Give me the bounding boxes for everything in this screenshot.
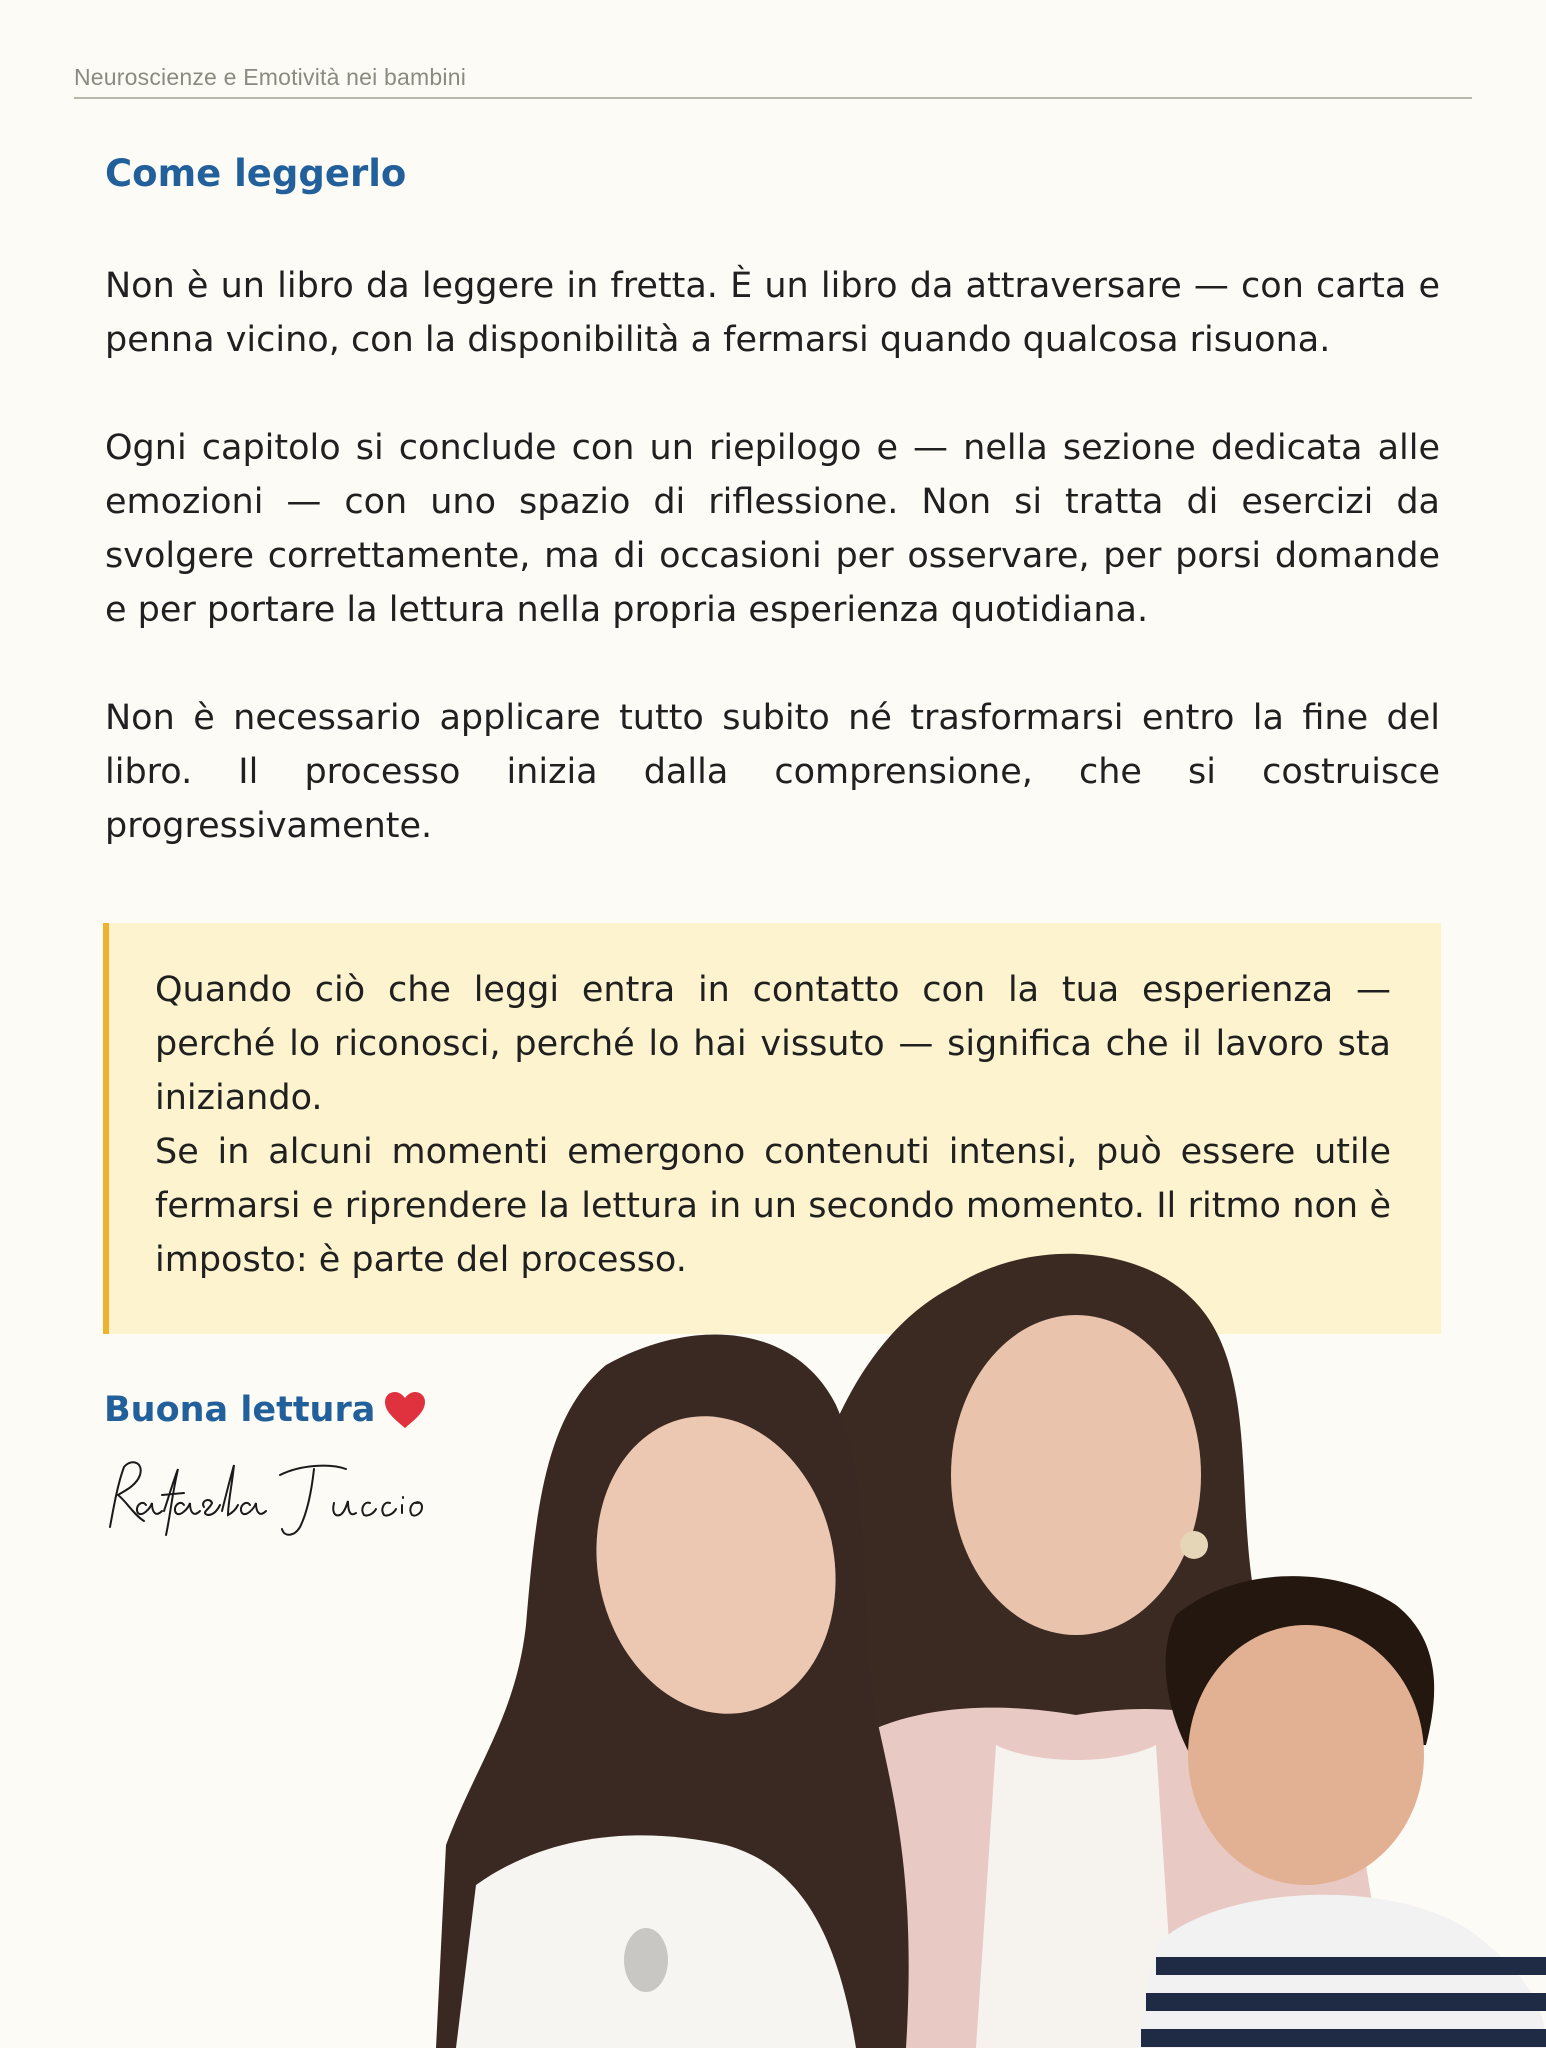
- author-signature: [100, 1455, 430, 1545]
- body-paragraph-1: Non è un libro da leggere in fretta. È un libro da attraversare — con carta e penna vicino, con la disponibilità a fermarsi quando qualcosa risuona.: [105, 266, 1440, 360]
- closing-greeting: [104, 1390, 427, 1430]
- greeting-text: Buona lettura: [104, 1390, 376, 1430]
- heart-icon: [383, 1390, 427, 1430]
- callout-paragraph-2: Se in alcuni momenti emergono contenuti intensi, può essere utile fermarsi e riprendere la lettura in un secondo momento. Il ritmo non è imposto: è parte del processo.: [155, 1132, 1391, 1280]
- body-paragraph-3: Non è necessario applicare tutto subito né trasformarsi entro la fine del libro. Il processo inizia dalla comprensione, che si costruisce progressivamente.: [105, 698, 1440, 846]
- callout-paragraph-1: Quando ciò che leggi entra in contatto con la tua esperienza — perché lo riconosci, perché lo hai vissuto — significa che il lavoro sta iniziando.: [155, 970, 1391, 1118]
- body-paragraph-2: Ogni capitolo si conclude con un riepilogo e — nella sezione dedicata alle emozioni — con uno spazio di riflessione. Non si tratta di esercizi da svolgere correttamente, ma di occasioni per osservare, per porsi domande e per portare la lettura nella propria esperienza quotidiana.: [105, 428, 1440, 630]
- section-title: Come leggerlo: [105, 152, 407, 195]
- family-photo: [436, 1245, 1546, 2048]
- running-header: Neuroscienze e Emotività nei bambini: [74, 64, 1472, 99]
